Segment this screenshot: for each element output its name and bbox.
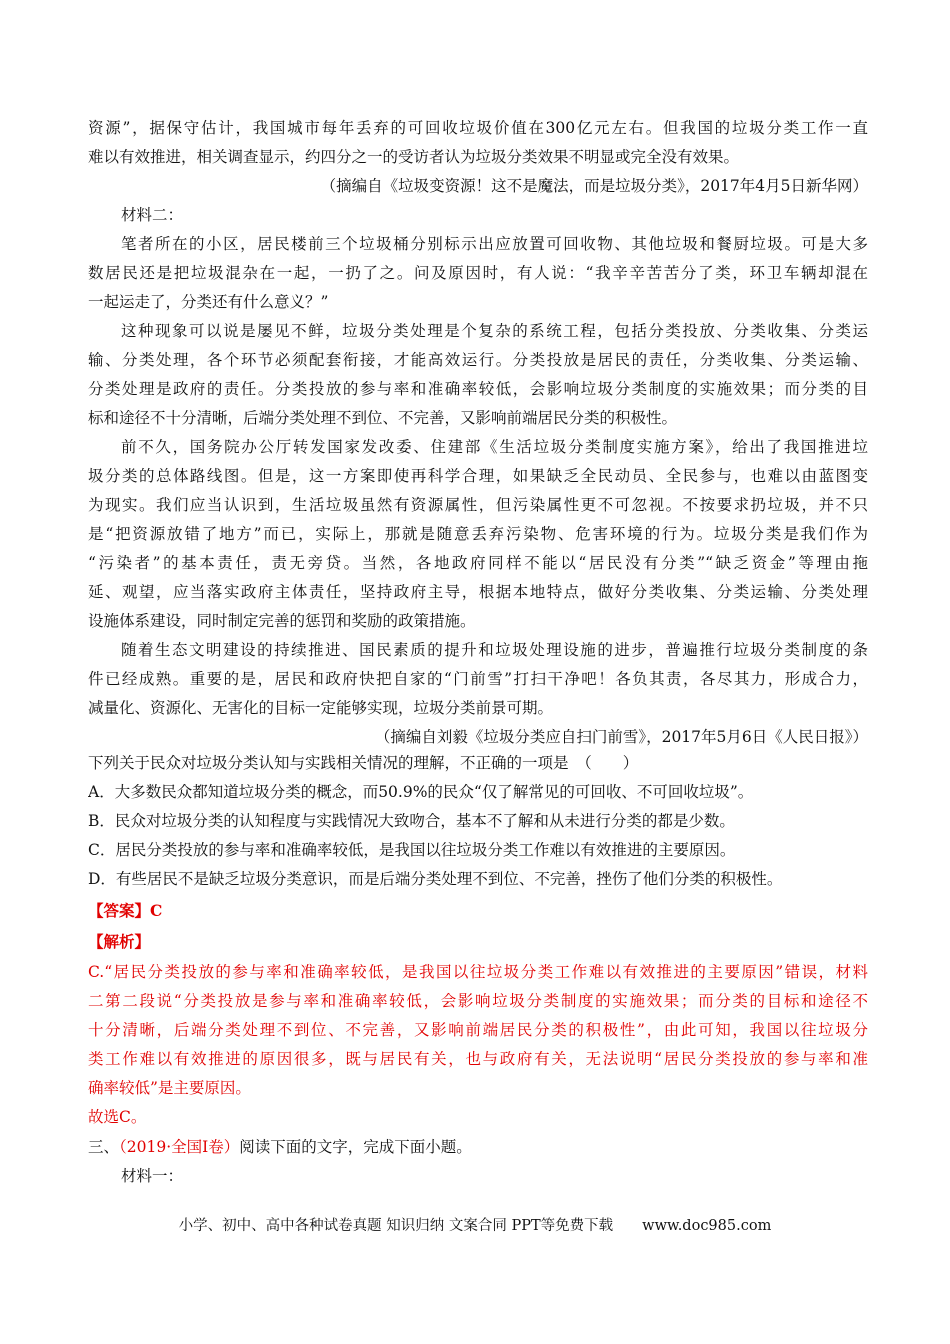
passage-line: 一起运走了，分类还有什么意义？” <box>88 293 329 311</box>
passage-line: 延、观望，应当落实政府主体责任，坚持政府主导，根据本地特点，做好分类收集、分类运输、分类处理 <box>88 583 868 601</box>
passage-line: 设施体系建设，同时制定完善的惩罚和奖励的政策措施。 <box>88 612 476 630</box>
analysis-line: C.“居民分类投放的参与率和准确率较低，是我国以往垃圾分类工作难以有效推进的主要原因”错误，材料 <box>88 963 868 981</box>
passage-line: 资源”，据保守估计，我国城市每年丢弃的可回收垃圾价值在300亿元左右。但我国的垃圾分类工作一直 <box>88 119 868 137</box>
passage-line: 件已经成熟。重要的是，居民和政府快把自家的“门前雪”打扫干净吧！各负其责，各尽其力，形成合力， <box>88 670 868 688</box>
source-citation: （摘编自《垃圾变资源！这不是魔法，而是垃圾分类》，2017年4月5日新华网） <box>320 177 868 195</box>
passage-line: 这种现象可以说是屡见不鲜，垃圾分类处理是个复杂的系统工程，包括分类投放、分类收集、分类运 <box>121 322 868 340</box>
analysis-line: 类工作难以有效推进的原因很多，既与居民有关，也与政府有关，无法说明“居民分类投放的参与率和准 <box>88 1050 868 1068</box>
passage-line: 笔者所在的小区，居民楼前三个垃圾桶分别标示出应放置可回收物、其他垃圾和餐厨垃圾。可是大多 <box>121 235 868 253</box>
passage-line: 标和途径不十分清晰，后端分类处理不到位、不完善，又影响前端居民分类的积极性。 <box>88 409 678 427</box>
material-one-label: 材料一： <box>121 1167 184 1185</box>
passage-line: 前不久，国务院办公厅转发国家发改委、住建部《生活垃圾分类制度实施方案》，给出了我国推进垃 <box>121 438 868 456</box>
section-number: 三、 <box>88 1138 120 1156</box>
passage-line: 随着生态文明建设的持续推进、国民素质的提升和垃圾处理设施的进步，普遍推行垃圾分类制度的条 <box>121 641 868 659</box>
passage-line: 输、分类处理，各个环节必须配套衔接，才能高效运行。分类投放是居民的责任，分类收集、分类运输、 <box>88 351 868 369</box>
passage-line: 为现实。我们应当认识到，生活垃圾虽然有资源属性，但污染属性更不可忽视。不按要求扔垃圾，并不只 <box>88 496 868 514</box>
option-c: C．居民分类投放的参与率和准确率较低，是我国以往垃圾分类工作难以有效推进的主要原因。 <box>88 841 736 859</box>
option-b: B．民众对垃圾分类的认知程度与实践情况大致吻合，基本不了解和从未进行分类的都是少数。 <box>88 812 735 830</box>
passage-line: 难以有效推进，相关调查显示，约四分之一的受访者认为垃圾分类效果不明显或完全没有效果。 <box>88 148 740 166</box>
exam-source-tag: （2019·全国I卷） <box>119 1138 240 1156</box>
page-footer: 小学、初中、高中各种试卷真题 知识归纳 文案合同 PPT等免费下载 www.doc985.com <box>178 1218 772 1234</box>
option-a: A．大多数民众都知道垃圾分类的概念，而50.9%的民众“仅了解常见的可回收、不可回收垃圾”。 <box>88 783 754 801</box>
passage-line: “污染者”的基本责任，责无旁贷。当然，各地政府同样不能以“居民没有分类”“缺乏资金”等理由拖 <box>88 554 868 572</box>
passage-line: 减量化、资源化、无害化的目标一定能够实现，垃圾分类前景可期。 <box>88 699 554 717</box>
analysis-conclusion: 故选C。 <box>88 1108 147 1126</box>
analysis-label: 【解析】 <box>88 932 151 951</box>
analysis-line: 确率较低”是主要原因。 <box>88 1079 251 1097</box>
section-instruction: 阅读下面的文字，完成下面小题。 <box>239 1138 472 1156</box>
passage-line: 圾分类的总体路线图。但是，这一方案即使再科学合理，如果缺乏全民动员、全民参与，也难以由蓝图变 <box>88 467 868 485</box>
option-d: D．有些居民不是缺乏垃圾分类意识，而是后端分类处理不到位、不完善，挫伤了他们分类的积极性。 <box>88 870 783 888</box>
passage-line: 数居民还是把垃圾混杂在一起，一扔了之。问及原因时，有人说：“我辛辛苦苦分了类，环卫车辆却混在 <box>88 264 868 282</box>
answer-label: 【答案】C <box>88 901 163 920</box>
section-three-heading <box>88 1137 868 1157</box>
analysis-line: 二第二段说“分类投放是参与率和准确率较低，会影响垃圾分类制度的实施效果；而分类的目标和途径不 <box>88 992 868 1010</box>
source-citation: （摘编自刘毅《垃圾分类应自扫门前雪》，2017年5月6日《人民日报》） <box>374 728 868 746</box>
passage-line: 分类处理是政府的责任。分类投放的参与率和准确率较低，会影响垃圾分类制度的实施效果；而分类的目 <box>88 380 868 398</box>
question-stem: 下列关于民众对垃圾分类认知与实践相关情况的理解，不正确的一项是 （ ） <box>88 754 639 772</box>
analysis-line: 十分清晰，后端分类处理不到位、不完善，又影响前端居民分类的积极性”，由此可知，我国以往垃圾分 <box>88 1021 868 1039</box>
passage-line: 是“把资源放错了地方”而已，实际上，那就是随意丢弃污染物、危害环境的行为。垃圾分类是我们作为 <box>88 525 868 543</box>
material-two-label: 材料二： <box>121 206 184 224</box>
